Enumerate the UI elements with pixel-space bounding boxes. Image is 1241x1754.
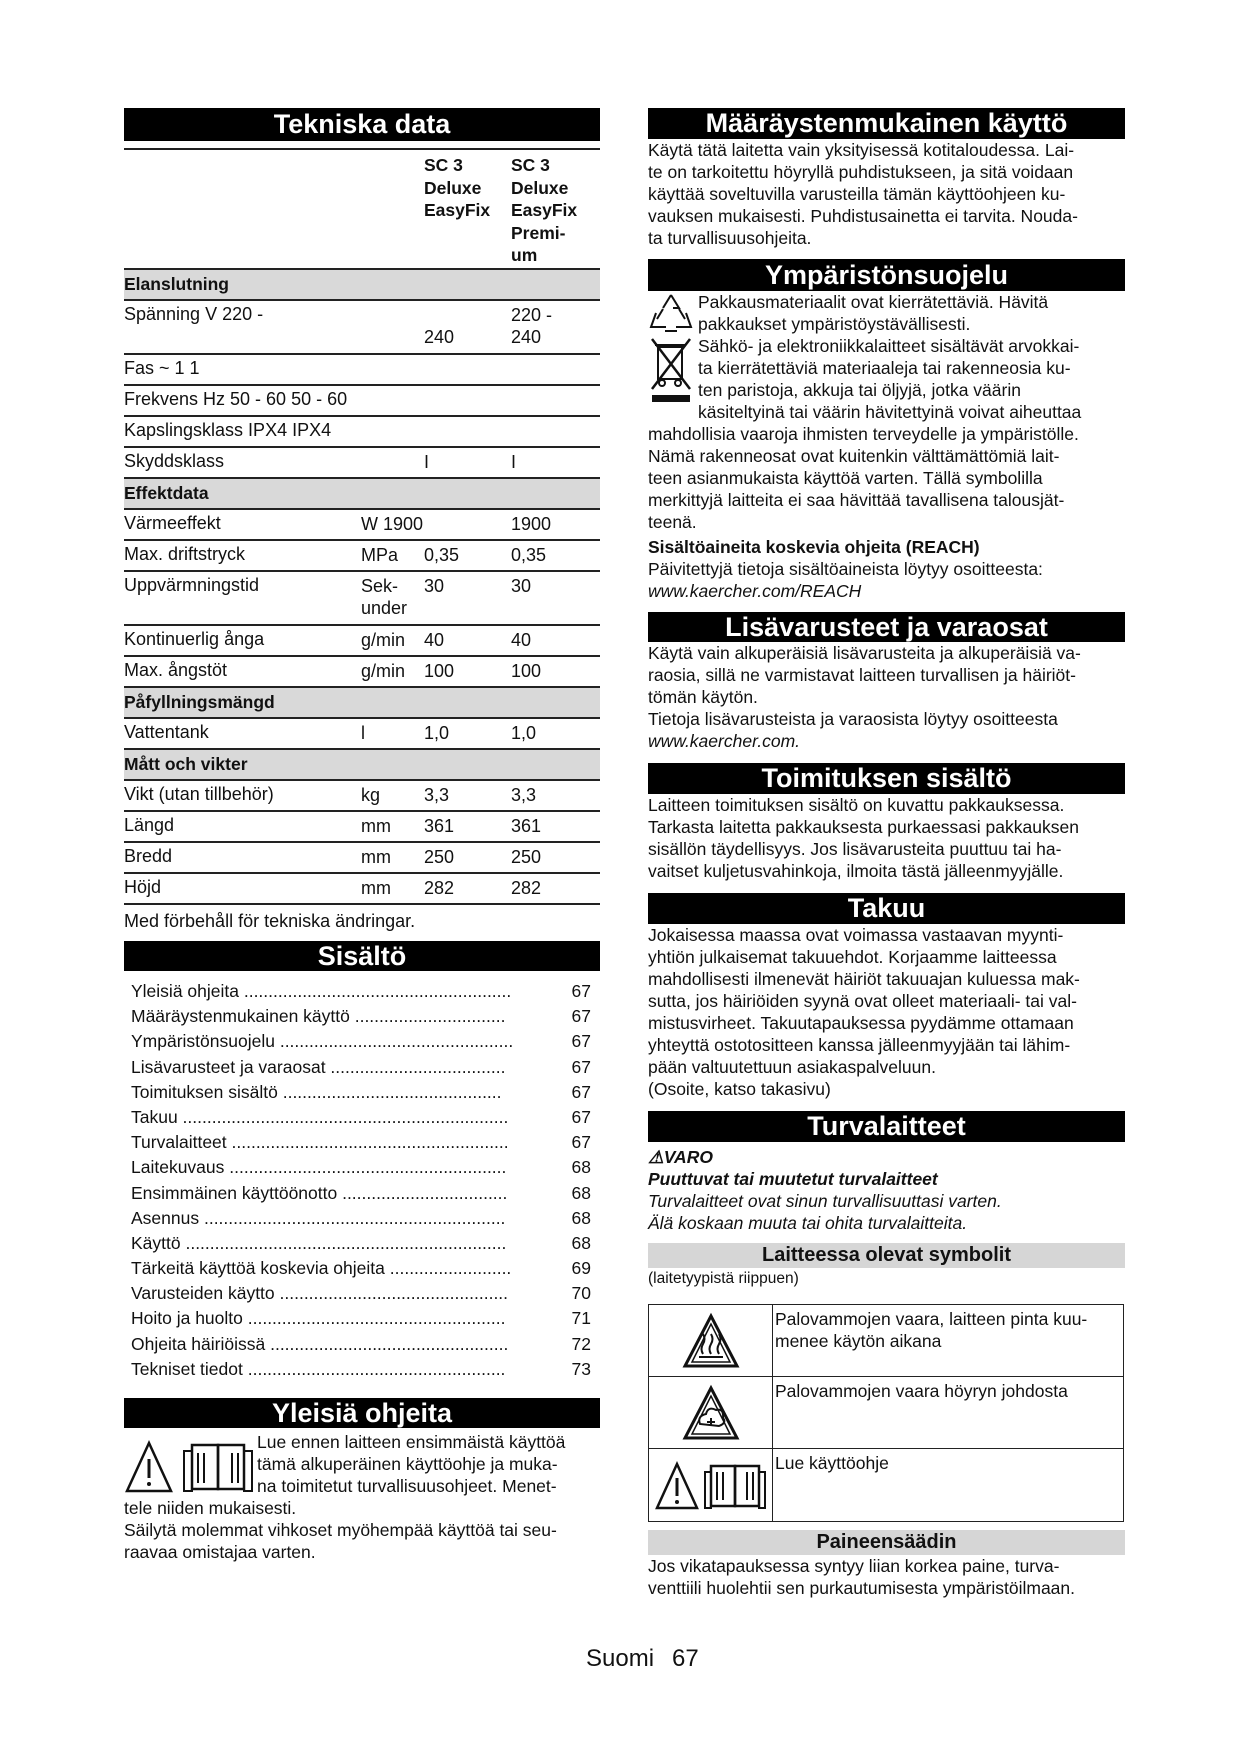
toc-entry[interactable]: Ympäristönsuojelu ................................................ 67 bbox=[131, 1031, 591, 1052]
reach-link[interactable]: www.kaercher.com/REACH bbox=[648, 581, 862, 601]
table-row: Bredd mm 250 250 bbox=[124, 843, 600, 874]
takuu-heading: Takuu bbox=[648, 893, 1125, 924]
language-label: Suomi bbox=[586, 1645, 655, 1672]
toc-entry[interactable]: Toimituksen sisältö ............................................. 67 bbox=[131, 1081, 591, 1102]
kaercher-link[interactable]: www.kaercher.com. bbox=[648, 731, 801, 751]
table-row: Max. driftstryck MPa 0,35 0,35 bbox=[124, 541, 600, 572]
hot-steam-icon bbox=[649, 1377, 773, 1448]
section-elanslutning: Elanslutning bbox=[124, 270, 600, 301]
symbol-row: Palovammojen vaara, laitteen pinta kuu- menee käytön aikana bbox=[649, 1305, 1123, 1377]
table-row: Spänning V 220 - 240 220 - 240 bbox=[124, 301, 600, 355]
toc-entry[interactable]: Yleisiä ohjeita ....................................................... 67 bbox=[131, 981, 591, 1001]
symbols-table bbox=[648, 1304, 1124, 1522]
read-manual-icon bbox=[649, 1449, 773, 1521]
toc-entry[interactable]: Asennus .............................................................. 68 bbox=[131, 1207, 591, 1228]
toc-entry[interactable]: Turvalaitteet ......................................................... 67 bbox=[131, 1132, 591, 1153]
hot-surface-icon bbox=[649, 1305, 773, 1376]
maaraysten-heading: Määräystenmukainen käyttö bbox=[648, 108, 1125, 139]
toc-entry[interactable]: Takuu ................................................................... 67 bbox=[131, 1106, 591, 1127]
toc-entry[interactable]: Tärkeitä käyttöä koskevia ohjeita ......................... 69 bbox=[131, 1258, 591, 1279]
ymparisto-heading: Ympäristönsuojelu bbox=[648, 259, 1125, 291]
table-row: Längd mm 361 361 bbox=[124, 812, 600, 843]
varo-warning: ⚠VARO bbox=[648, 1147, 713, 1167]
table-row: Frekvens Hz 50 - 60 50 - 60 bbox=[124, 386, 600, 417]
toc-entry[interactable]: Varusteiden käytto ............................................... 70 bbox=[131, 1283, 591, 1304]
sisalto-heading: Sisältö bbox=[124, 941, 600, 971]
section-pafyllning: Påfyllningsmängd bbox=[124, 688, 600, 719]
page-number: 67 bbox=[672, 1645, 699, 1672]
table-of-contents bbox=[124, 973, 601, 1382]
toc-entry[interactable]: Ensimmäinen käyttöönotto .................................. 68 bbox=[131, 1182, 591, 1203]
page-footer bbox=[586, 1645, 717, 1673]
read-manual-block: Lue ennen laitteen ensimmäistä käyttöä tämä alkuperäinen käyttöohje ja muka- na toimitetut turvallisuusohjeet. Menet- bbox=[124, 1431, 600, 1497]
table-row: Värmeeffekt W 1900 1900 bbox=[124, 510, 600, 541]
toc-entry[interactable]: Hoito ja huolto ..................................................... 71 bbox=[131, 1308, 591, 1329]
table-row: Kapslingsklass IPX4 IPX4 bbox=[124, 417, 600, 448]
toc-entry[interactable]: Tekniset tiedot ..................................................... 73 bbox=[131, 1358, 591, 1379]
left-column: Tekniska data SC 3 Deluxe EasyFix SC 3 Deluxe EasyFix Premi- um Elanslutning Spänning V 220 - 240 220 - 240 Fas ~ 1 1 Frekvens Hz 50 - 60 50 - 60 Kapslingsklass IPX4 IPX4 Skyddsklass I I Effektdata Värmeeffekt W 1900 1900 Max. driftstryck MPa 0,35 0,35 Uppvärmningstid Sek- under 30 30 Kontinuerlig ånga g/min 40 40 Max. ångstöt g/min 100 100 Påfyllningsmängd Vattentank l 1,0 1,0 Mått och vikter Vikt (utan tillbehör) kg 3,3 3,3 Längd mm 361 361 Bredd mm 250 250 Höjd mm 282 282 Med förbehåll för tekniska ändringar. Sisältö Yleisiä ohjeita ....................................................... 67 Määräystenmukainen käyttö ............................... 67 Ympäristönsuojelu ................................................ 67 Lisävarusteet ja varaosat .................................... 67 Toimituksen sisältö ............................................. 67 Takuu ................................................................... 67 Turvalaitteet ......................................................... 67 Laitekuvaus ......................................................... 68 Ensimmäinen käyttöönotto .................................. 68 Asennus .............................................................. 68 Käyttö .................................................................. 68 Tärkeitä käyttöä koskevia ohjeita ......................... 69 Varusteiden käytto ............................................... 70 Hoito ja huolto ..................................................... 71 Ohjeita häiriöissä ................................................. 72 Tekniset tiedot ..................................................... 73 Yleisiä ohjeita Lue ennen laitteen ensimmäistä käyttöä tämä alkuperäinen käyttöohje ja muka- na toimitetut turvallisuusohjeet. Menet- tele niiden mukaisesti. Säilytä molemmat vihkoset myöhempää käyttöä tai seu- raavaa omistajaa varten. bbox=[124, 108, 600, 1563]
right-column: Määräystenmukainen käyttö Käytä tätä laitetta vain yksityisessä kotitaloudessa. Lai- te on tarkoitettu höyryllä puhdistukseen, ja sitä voidaan käyttää soveltuvilla varusteilla tämän käyttöohjeen ku- vauksen mukaisesti. Puhdistusainetta ei tarvita. Nouda- ta turvallisuusohjeita. Ympäristönsuojelu Pakkausmateriaalit ovat kierrätettäviä. Hävitä pakkaukset ympäristöystävällisesti. Sähkö- ja elektroniikkalaitteet sisältävät arvokkai- ta kierrätettäviä materiaaleja tai rakenneosia ku- ten paristoja, akkuja tai öljyjä, jotka väärin käsiteltyinä tai väärin hävitettyinä voivat aiheuttaa mahdollisia vaaroja ihmisten terveydelle ja ympäristölle. Nämä rakenneosat ovat kuitenkin välttämättömiä lait- teen asianmukaista käyttöä varten. Tällä symbolilla merkittyjä laitteita ei saa hävittää tavallisena talousjät- teenä. Sisältöaineita koskevia ohjeita (REACH) Päivitettyjä tietoja sisältöaineista löytyy osoitteesta: www.kaercher.com/REACH Lisävarusteet ja varaosat Käytä vain alkuperäisiä lisävarusteita ja alkuperäisiä va- raosia, sillä ne varmistavat laitteen turvallisen ja häiriöt- tömän käytön. Tietoja lisävarusteista ja varaosista löytyy osoitteesta www.kaercher.com. Toimituksen sisältö Laitteen toimituksen sisältö on kuvattu pakkauksessa. Tarkasta laitetta pakkauksesta purkaessasi pakkauksen sisällön täydellisyys. Jos lisävarusteita puuttuu tai ha- vaitset kuljetusvahinkoja, ilmoita tästä jälleenmyyjälle. Takuu Jokaisessa maassa ovat voimassa vastaavan myynti- yhtiön julkaisemat takuuehdot. Korjaamme laitteessa mahdollisesti ilmenevät häiriöt takuuajan kuluessa mak- sutta, jos häiriöiden syynä ovat olleet materiaali- tai val- mistusvirheet. Takuutapauksessa pyydämme ottamaan yhteyttä ostotositteen kanssa jälleenmyyjään tai lähim- pään valtuutettuun asiakaspalveluun. (Osoite, katso takasivu) Turvalaitteet ⚠VARO Puuttuvat tai muutetut turvalaitteet Turvalaitteet ovat sinun turvallisuuttasi varten. Älä koskaan muuta tai ohita turvalaitteita. Laitteessa olevat symbolit (laitetyypistä riippuen) Palovammojen vaara, laitteen pinta kuu- menee käytön aikana Palovammojen vaara höyryn johdosta Lue käyttöohje Paineensäädin Jos vikatapauksessa syntyy liian korkea paine, turva- venttiili huolehtii sen purkautumisesta ympäristöilmaan. bbox=[648, 108, 1125, 1599]
table-row: Max. ångstöt g/min 100 100 bbox=[124, 657, 600, 688]
symbol-row: Palovammojen vaara höyryn johdosta bbox=[649, 1377, 1123, 1449]
table-row: Höjd mm 282 282 bbox=[124, 874, 600, 905]
section-effektdata: Effektdata bbox=[124, 479, 600, 510]
turvalaitteet-heading: Turvalaitteet bbox=[648, 1111, 1125, 1142]
model-column-2: SC 3 Deluxe EasyFix Premi- um bbox=[511, 155, 578, 265]
lisavarusteet-heading: Lisävarusteet ja varaosat bbox=[648, 612, 1125, 642]
symbol-row: Lue käyttöohje bbox=[649, 1449, 1123, 1521]
symbolit-heading: Laitteessa olevat symbolit bbox=[648, 1243, 1125, 1268]
table-row: Vikt (utan tillbehör) kg 3,3 3,3 bbox=[124, 781, 600, 812]
toimituksen-heading: Toimituksen sisältö bbox=[648, 763, 1125, 794]
table-row: Vattentank l 1,0 1,0 bbox=[124, 719, 600, 750]
model-column-1: SC 3 Deluxe EasyFix bbox=[424, 155, 491, 220]
tech-note: Med förbehåll för tekniska ändringar. bbox=[124, 911, 416, 931]
reach-heading: Sisältöaineita koskevia ohjeita (REACH) bbox=[648, 537, 980, 557]
table-row: Fas ~ 1 1 bbox=[124, 355, 600, 386]
toc-entry[interactable]: Ohjeita häiriöissä ................................................. 72 bbox=[131, 1333, 591, 1354]
toc-entry[interactable]: Määräystenmukainen käyttö ............................... 67 bbox=[131, 1006, 591, 1027]
toc-entry[interactable]: Laitekuvaus ......................................................... 68 bbox=[131, 1157, 591, 1178]
table-row: Uppvärmningstid Sek- under 30 30 bbox=[124, 572, 600, 626]
table-row: Kontinuerlig ånga g/min 40 40 bbox=[124, 626, 600, 657]
yleisia-ohjeita-heading: Yleisiä ohjeita bbox=[124, 1398, 600, 1428]
section-matt: Mått och vikter bbox=[124, 750, 600, 781]
toc-entry[interactable]: Käyttö .................................................................. 68 bbox=[131, 1232, 591, 1253]
wheelie-bin-crossed-icon bbox=[648, 335, 698, 423]
tech-data-table bbox=[124, 148, 600, 905]
tekniska-data-heading: Tekniska data bbox=[124, 108, 600, 141]
recycle-icon bbox=[648, 291, 698, 335]
table-row: Skyddsklass I I bbox=[124, 448, 600, 479]
paineensaadin-heading: Paineensäädin bbox=[648, 1530, 1125, 1555]
warning-book-icon bbox=[124, 1431, 257, 1497]
toc-entry[interactable]: Lisävarusteet ja varaosat .................................... 67 bbox=[131, 1056, 591, 1077]
table-header bbox=[124, 148, 600, 270]
